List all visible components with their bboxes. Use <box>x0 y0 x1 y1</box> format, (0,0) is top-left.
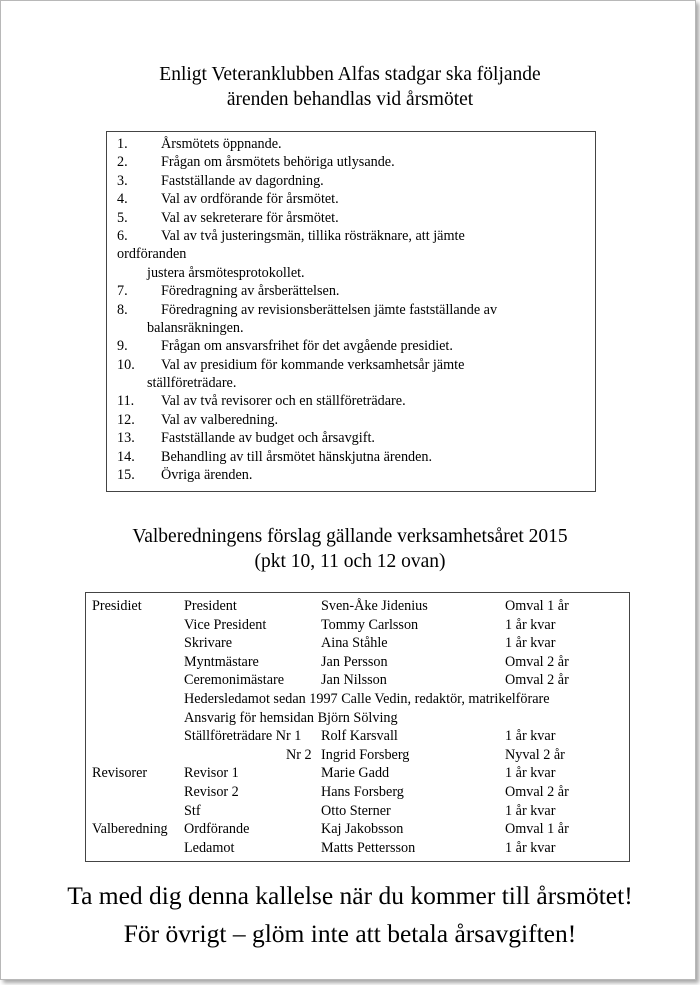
role-cell: Vice President <box>184 616 267 633</box>
agenda-item-number: 5. <box>117 209 128 226</box>
group-label: Revisorer <box>92 765 148 782</box>
agenda-item-number: 11. <box>117 393 135 410</box>
role-cell: Skrivare <box>184 635 233 652</box>
role-cell: Revisor 1 <box>184 765 239 782</box>
table-row <box>86 764 629 783</box>
list-item <box>107 411 595 429</box>
agenda-item-number: 8. <box>117 301 128 318</box>
name-cell: Ingrid Forsberg <box>321 746 410 763</box>
list-item-continuation <box>107 245 595 263</box>
nomination-heading-line2: (pkt 10, 11 och 12 ovan) <box>254 551 446 572</box>
agenda-heading-line1: Enligt Veteranklubben Alfas stadgar ska följande <box>159 64 541 85</box>
list-item <box>107 429 595 447</box>
agenda-item-text: Val av sekreterare för årsmötet. <box>161 209 339 226</box>
group-label: Valberedning <box>92 821 168 838</box>
list-item <box>107 153 595 171</box>
website-responsible-note: Ansvarig för hemsidan Björn Sölving <box>184 709 398 726</box>
agenda-item-number: 12. <box>117 411 135 428</box>
agenda-item-number: 7. <box>117 283 128 300</box>
term-cell: Omval 1 år <box>505 821 569 838</box>
agenda-item-text: Val av valberedning. <box>161 411 279 428</box>
table-row <box>86 746 629 765</box>
table-row <box>86 634 629 653</box>
term-cell: Omval 2 år <box>505 672 569 689</box>
agenda-item-text: Behandling av till årsmötet hänskjutna ärenden. <box>161 448 433 465</box>
table-row <box>86 690 629 709</box>
term-cell: 1 år kvar <box>505 802 556 819</box>
agenda-heading-line2: ärenden behandlas vid årsmötet <box>226 89 474 110</box>
term-cell: 1 år kvar <box>505 765 556 782</box>
agenda-item-text: Val av ordförande för årsmötet. <box>161 191 339 208</box>
name-cell: Hans Forsberg <box>321 783 404 800</box>
name-cell: Rolf Karsvall <box>321 728 398 745</box>
agenda-item-text: Fastställande av dagordning. <box>161 172 324 189</box>
term-cell: Omval 2 år <box>505 783 569 800</box>
agenda-item-text: Föredragning av årsberättelsen. <box>161 283 340 300</box>
term-cell: Omval 1 år <box>505 598 569 614</box>
role-cell: Myntmästare <box>184 653 259 670</box>
name-cell: Sven-Åke Jidenius <box>321 598 428 614</box>
list-item <box>107 301 595 319</box>
agenda-item-text: Föredragning av revisionsberättelsen jämte fastställande av <box>161 301 498 318</box>
agenda-item-number: 10. <box>117 356 135 373</box>
list-item-continuation <box>107 374 595 392</box>
agenda-item-text: Frågan om årsmötets behöriga utlysande. <box>161 154 395 171</box>
list-item <box>107 227 595 245</box>
name-cell: Matts Pettersson <box>321 839 416 856</box>
agenda-item-number: 13. <box>117 430 135 447</box>
term-cell: 1 år kvar <box>505 616 556 633</box>
term-cell: Omval 2 år <box>505 653 569 670</box>
role-cell: Ställföreträdare Nr 1 <box>184 728 302 745</box>
list-item <box>107 135 595 153</box>
group-label: Presidiet <box>92 598 142 614</box>
role-cell: Stf <box>184 802 201 819</box>
name-cell: Marie Gadd <box>321 765 390 782</box>
name-cell: Aina Ståhle <box>321 635 388 652</box>
table-row <box>86 839 629 858</box>
agenda-item-text: Årsmötets öppnande. <box>161 136 282 152</box>
agenda-heading <box>0 62 700 112</box>
table-row <box>86 653 629 672</box>
term-cell: 1 år kvar <box>505 635 556 652</box>
nomination-table <box>85 592 630 862</box>
table-row <box>86 709 629 728</box>
nomination-heading-line1: Valberedningens förslag gällande verksamhetsåret 2015 <box>132 526 568 547</box>
role-cell: Ledamot <box>184 839 235 856</box>
table-row <box>86 820 629 839</box>
table-row <box>86 616 629 635</box>
list-item <box>107 209 595 227</box>
agenda-item-number: 15. <box>117 467 135 484</box>
table-row <box>86 671 629 690</box>
agenda-item-text: Val av presidium för kommande verksamhetsår jämte <box>161 356 465 373</box>
name-cell: Tommy Carlsson <box>321 616 419 633</box>
agenda-item-text: Frågan om ansvarsfrihet för det avgående presidiet. <box>161 338 453 355</box>
agenda-item-number: 14. <box>117 448 135 465</box>
list-item <box>107 356 595 374</box>
reminder-bring-invitation: Ta med dig denna kallelse när du kommer till årsmötet! <box>67 881 633 910</box>
table-row <box>86 802 629 821</box>
agenda-list <box>106 131 596 492</box>
role-cell: Ceremonimästare <box>184 672 285 689</box>
reminder-pay-fee: För övrigt – glöm inte att betala årsavgiften! <box>123 919 577 948</box>
list-item <box>107 190 595 208</box>
term-cell: Nyval 2 år <box>505 746 565 763</box>
list-item <box>107 282 595 300</box>
agenda-item-continuation: justera årsmötesprotokollet. <box>147 264 305 281</box>
agenda-item-text: Övriga ärenden. <box>161 467 253 484</box>
table-row <box>86 727 629 746</box>
term-cell: 1 år kvar <box>505 839 556 856</box>
agenda-item-number: 3. <box>117 172 128 189</box>
agenda-item-text: Val av två justeringsmän, tillika rösträknare, att jämte <box>161 227 465 244</box>
name-cell: Kaj Jakobsson <box>321 821 404 838</box>
agenda-item-continuation: ordföranden <box>117 246 187 263</box>
role-cell: Ordförande <box>184 821 250 838</box>
agenda-item-number: 9. <box>117 338 128 355</box>
list-item <box>107 466 595 484</box>
name-cell: Jan Persson <box>321 653 388 670</box>
honorary-member-note: Hedersledamot sedan 1997 Calle Vedin, redaktör, matrikelförare <box>184 690 550 707</box>
list-item <box>107 172 595 190</box>
term-cell: 1 år kvar <box>505 728 556 745</box>
role-cell: Nr 2 <box>286 746 312 763</box>
agenda-item-continuation: ställföreträdare. <box>147 375 237 392</box>
list-item-continuation <box>107 264 595 282</box>
nomination-heading <box>0 524 700 574</box>
agenda-item-continuation: balansräkningen. <box>147 319 244 336</box>
agenda-item-number: 4. <box>117 191 128 208</box>
list-item-continuation <box>107 319 595 337</box>
name-cell: Otto Sterner <box>321 802 391 819</box>
table-row <box>86 597 629 616</box>
table-row <box>86 783 629 802</box>
agenda-item-number: 2. <box>117 154 128 171</box>
list-item <box>107 392 595 410</box>
agenda-item-text: Val av två revisorer och en ställföreträdare. <box>161 393 406 410</box>
agenda-item-text: Fastställande av budget och årsavgift. <box>161 430 375 447</box>
agenda-item-number: 1. <box>117 136 128 152</box>
role-cell: Revisor 2 <box>184 783 239 800</box>
role-cell: President <box>184 598 237 614</box>
agenda-item-number: 6. <box>117 227 128 244</box>
list-item <box>107 337 595 355</box>
list-item <box>107 448 595 466</box>
name-cell: Jan Nilsson <box>321 672 387 689</box>
